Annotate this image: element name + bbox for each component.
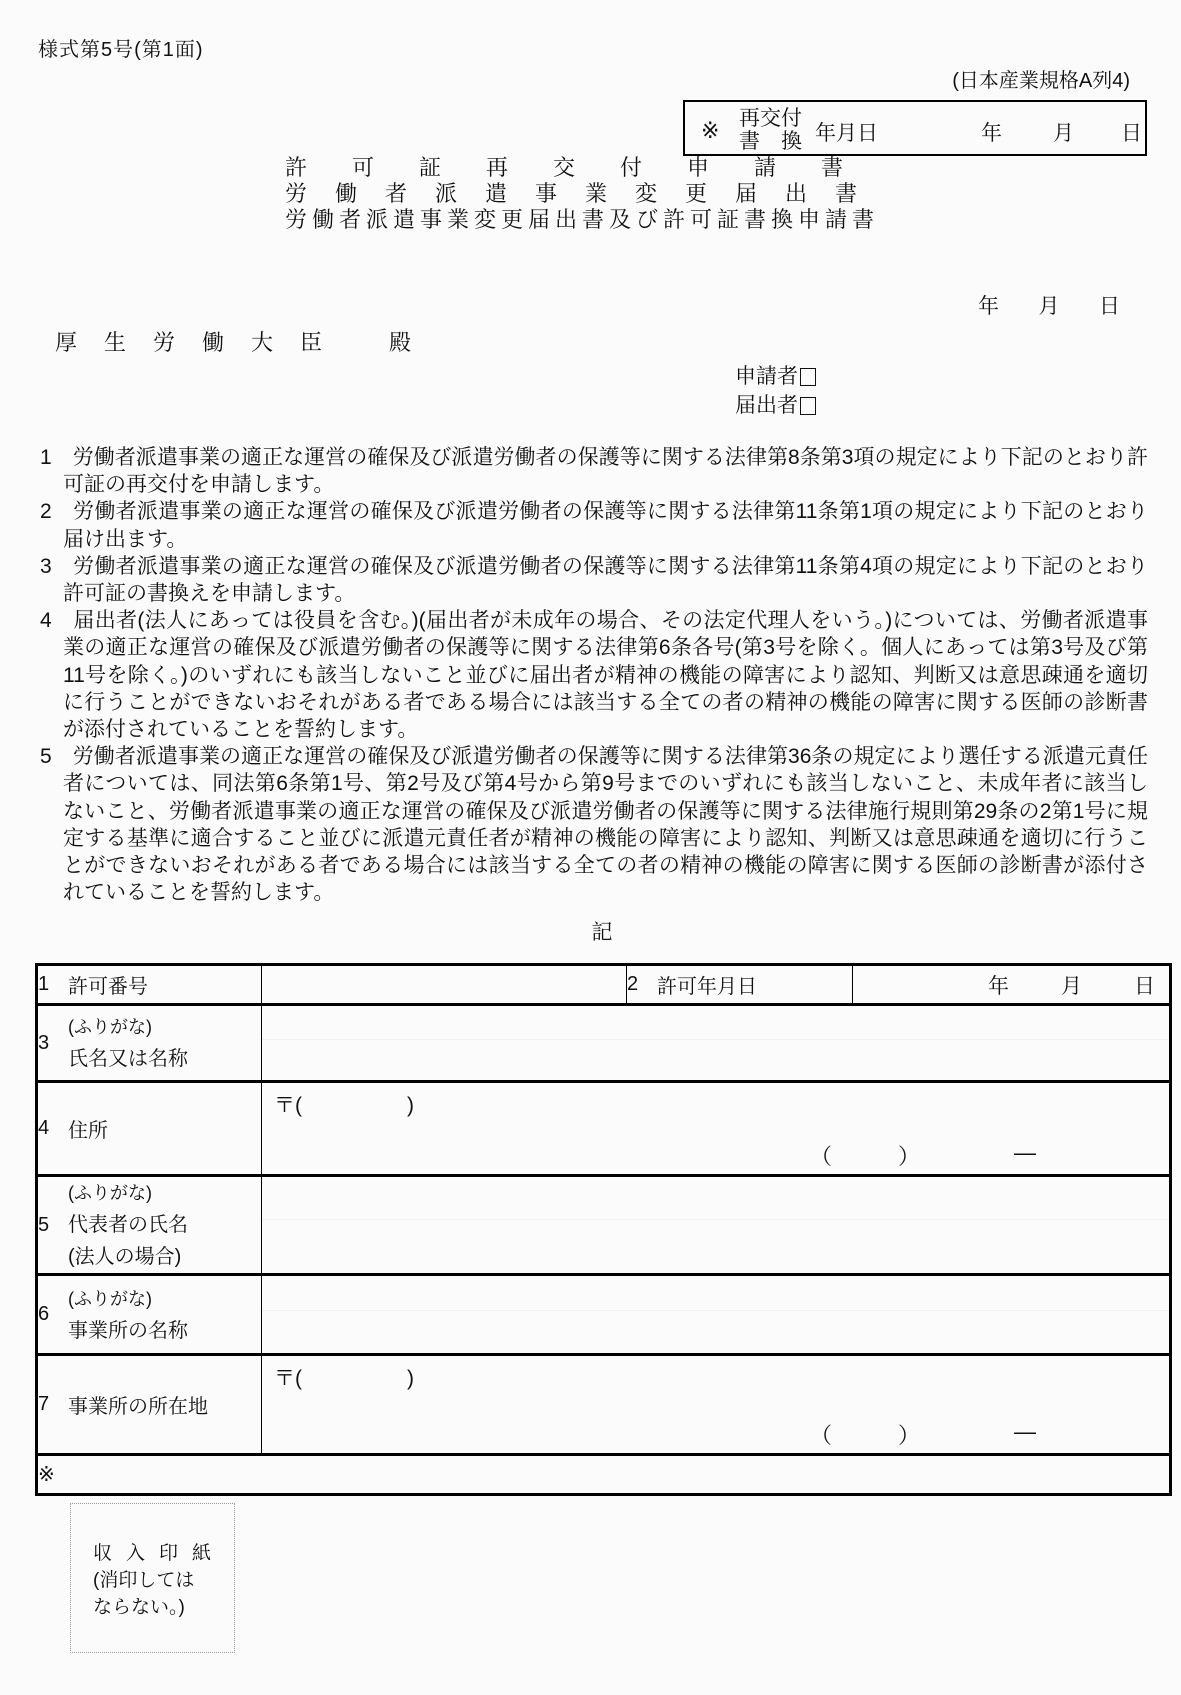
year-label: 年 — [981, 122, 1002, 145]
office-address-label: 事業所の所在地 — [68, 1396, 208, 1418]
revenue-stamp-label: 収入印紙 — [93, 1543, 226, 1564]
row-number: 3 — [38, 1031, 50, 1054]
reissue-rewrite-label — [739, 107, 807, 153]
furigana-label: (ふりがな) — [68, 1183, 152, 1203]
document-titles — [285, 155, 925, 233]
clause-5: 5 労働者派遣事業の適正な運営の確保及び派遣労働者の保護等に関する法律第36条の規定により選任する派遣元責任者については、同法第6条第1号、第2号及び第4号から第9号までのいずれにも該当しないこと、未成年者に該当しないこと、労働者派遣事業の適正な運営の確保及び派遣労働者の保護等に関する法律施行規則第29条の2第1号に規定する基準に適合すること並びに派遣元責任者が精神の機能の障害により認知、判断又は意思疎通を適切に行うことができないおそれがある者である場合には該当する全ての者の精神の機能の障害に関する医師の診断書が添付されていることを誓約します。 — [40, 745, 1148, 905]
representative-header — [37, 1176, 262, 1275]
permit-number-label: 許可番号 — [68, 976, 148, 998]
office-address-field[interactable] — [262, 1355, 1171, 1455]
table-row-office-address — [37, 1355, 1171, 1455]
day-label: 日 — [1134, 974, 1155, 998]
row-number: 1 — [38, 973, 50, 995]
permit-number-header — [37, 965, 262, 1005]
submission-date-line[interactable] — [978, 290, 1120, 320]
official-use-date-box[interactable] — [683, 100, 1147, 156]
office-name-header — [37, 1275, 262, 1355]
permit-date-header — [627, 965, 853, 1005]
month-label: 月 — [1038, 295, 1060, 318]
stamp-note-line1: (消印しては — [93, 1570, 195, 1591]
corporation-note-label: (法人の場合) — [68, 1246, 182, 1268]
name-label: 氏名又は名称 — [68, 1048, 188, 1070]
phone-dash: ― — [1014, 1140, 1036, 1165]
table-row-permit — [37, 965, 1171, 1005]
furigana-label: (ふりがな) — [68, 1017, 152, 1037]
table-row-official-use — [37, 1455, 1171, 1495]
clause-2: 2 労働者派遣事業の適正な運営の確保及び派遣労働者の保護等に関する法律第11条第1項の規定により下記のとおり届け出ます。 — [40, 500, 1148, 551]
postal-code-field[interactable]: 〒( ) — [274, 1367, 414, 1390]
date-caption: 年月日 — [815, 122, 878, 145]
day-label: 日 — [1099, 295, 1120, 318]
clause-4: 4 届出者(法人にあっては役員を含む。)(届出者が未成年の場合、その法定代理人をいう。)については、労働者派遣事業の適正な運営の確保及び派遣労働者の保護等に関する法律第6条各号(第3号を除く。個人にあっては第3号及び第11号を除く。)のいずれにも該当しないこと並びに届出者が精神の機能の障害により認知、判断又は意思疎通を適切に行うことができないおそれがある者である場合には該当する全ての者の精神の機能の障害に関する医師の診断書が添付されていることを誓約します。 — [40, 609, 1148, 742]
row-number: 7 — [38, 1393, 50, 1415]
title-reissue-application: 許可証再交付申請書 — [285, 155, 889, 180]
addressee-line — [55, 326, 438, 357]
title-change-and-rewrite: 労働者派遣事業変更届出書及び許可証書換申請書 — [285, 207, 880, 232]
office-name-label: 事業所の名称 — [68, 1319, 188, 1342]
phone-area-field[interactable]: （ ） — [810, 1423, 921, 1448]
year-label: 年 — [988, 974, 1009, 998]
table-row-address — [37, 1082, 1171, 1176]
table-row-office-name — [37, 1275, 1171, 1355]
title-change-notification: 労働者派遣事業変更届出書 — [285, 181, 886, 206]
phone-area-field[interactable]: （ ） — [810, 1144, 921, 1169]
address-header — [37, 1082, 262, 1176]
applicant-checkbox[interactable] — [800, 368, 816, 386]
phone-row — [262, 1140, 1169, 1169]
furigana-label: (ふりがな) — [68, 1288, 152, 1309]
permit-date-label: 許可年月日 — [657, 976, 757, 998]
name-header — [37, 1005, 262, 1082]
permit-date-field[interactable] — [853, 965, 1171, 1005]
form-table — [35, 963, 1172, 1496]
office-address-header — [37, 1355, 262, 1455]
revenue-stamp-box[interactable] — [70, 1503, 235, 1653]
year-label: 年 — [978, 295, 999, 318]
phone-row — [262, 1419, 1169, 1448]
day-label: 日 — [1121, 122, 1142, 145]
applicant-label: 申請者 — [735, 365, 798, 388]
notifier-label: 届出者 — [735, 394, 798, 417]
asterisk-mark: ※ — [38, 1464, 55, 1486]
month-label: 月 — [1061, 974, 1082, 998]
official-use-field[interactable] — [37, 1455, 1171, 1495]
ki-separator: 記 — [591, 921, 613, 944]
row-number: 4 — [38, 1117, 50, 1139]
name-field[interactable] — [262, 1005, 1171, 1082]
applicant-row — [735, 362, 816, 391]
clause-1: 1 労働者派遣事業の適正な運営の確保及び派遣労働者の保護等に関する法律第8条第3項の規定により下記のとおり許可証の再交付を申請します。 — [40, 446, 1148, 497]
signer-block — [735, 362, 816, 420]
postal-code-field[interactable]: 〒( ) — [274, 1094, 414, 1117]
honorific: 殿 — [389, 330, 439, 355]
address-field[interactable] — [262, 1082, 1171, 1176]
table-row-representative — [37, 1176, 1171, 1275]
row-number: 6 — [38, 1303, 50, 1325]
row-number: 2 — [627, 973, 639, 995]
representative-name-label: 代表者の氏名 — [68, 1214, 188, 1236]
permit-number-field[interactable] — [262, 965, 627, 1005]
table-row-name — [37, 1005, 1171, 1082]
clause-3: 3 労働者派遣事業の適正な運営の確保及び派遣労働者の保護等に関する法律第11条第4項の規定により下記のとおり許可証の書換えを申請します。 — [40, 554, 1148, 606]
month-label: 月 — [1053, 122, 1074, 145]
reissue-label: 再交付 — [739, 107, 802, 130]
rewrite-label: 書 換 — [739, 130, 802, 153]
declaration-clauses — [40, 444, 1148, 906]
notifier-checkbox[interactable] — [800, 397, 816, 415]
phone-dash: ― — [1014, 1419, 1036, 1444]
representative-field[interactable] — [262, 1176, 1171, 1275]
jis-standard-note: (日本産業規格A列4) — [952, 70, 1130, 92]
asterisk-mark: ※ — [701, 118, 720, 143]
office-name-field[interactable] — [262, 1275, 1171, 1355]
stamp-note-line2: ならない。) — [93, 1597, 185, 1618]
minister-name: 厚生労働大臣 — [55, 330, 350, 355]
row-number: 5 — [38, 1213, 50, 1236]
address-label: 住所 — [68, 1120, 108, 1142]
form-number: 様式第5号(第1面) — [38, 39, 204, 61]
notifier-row — [735, 391, 816, 420]
